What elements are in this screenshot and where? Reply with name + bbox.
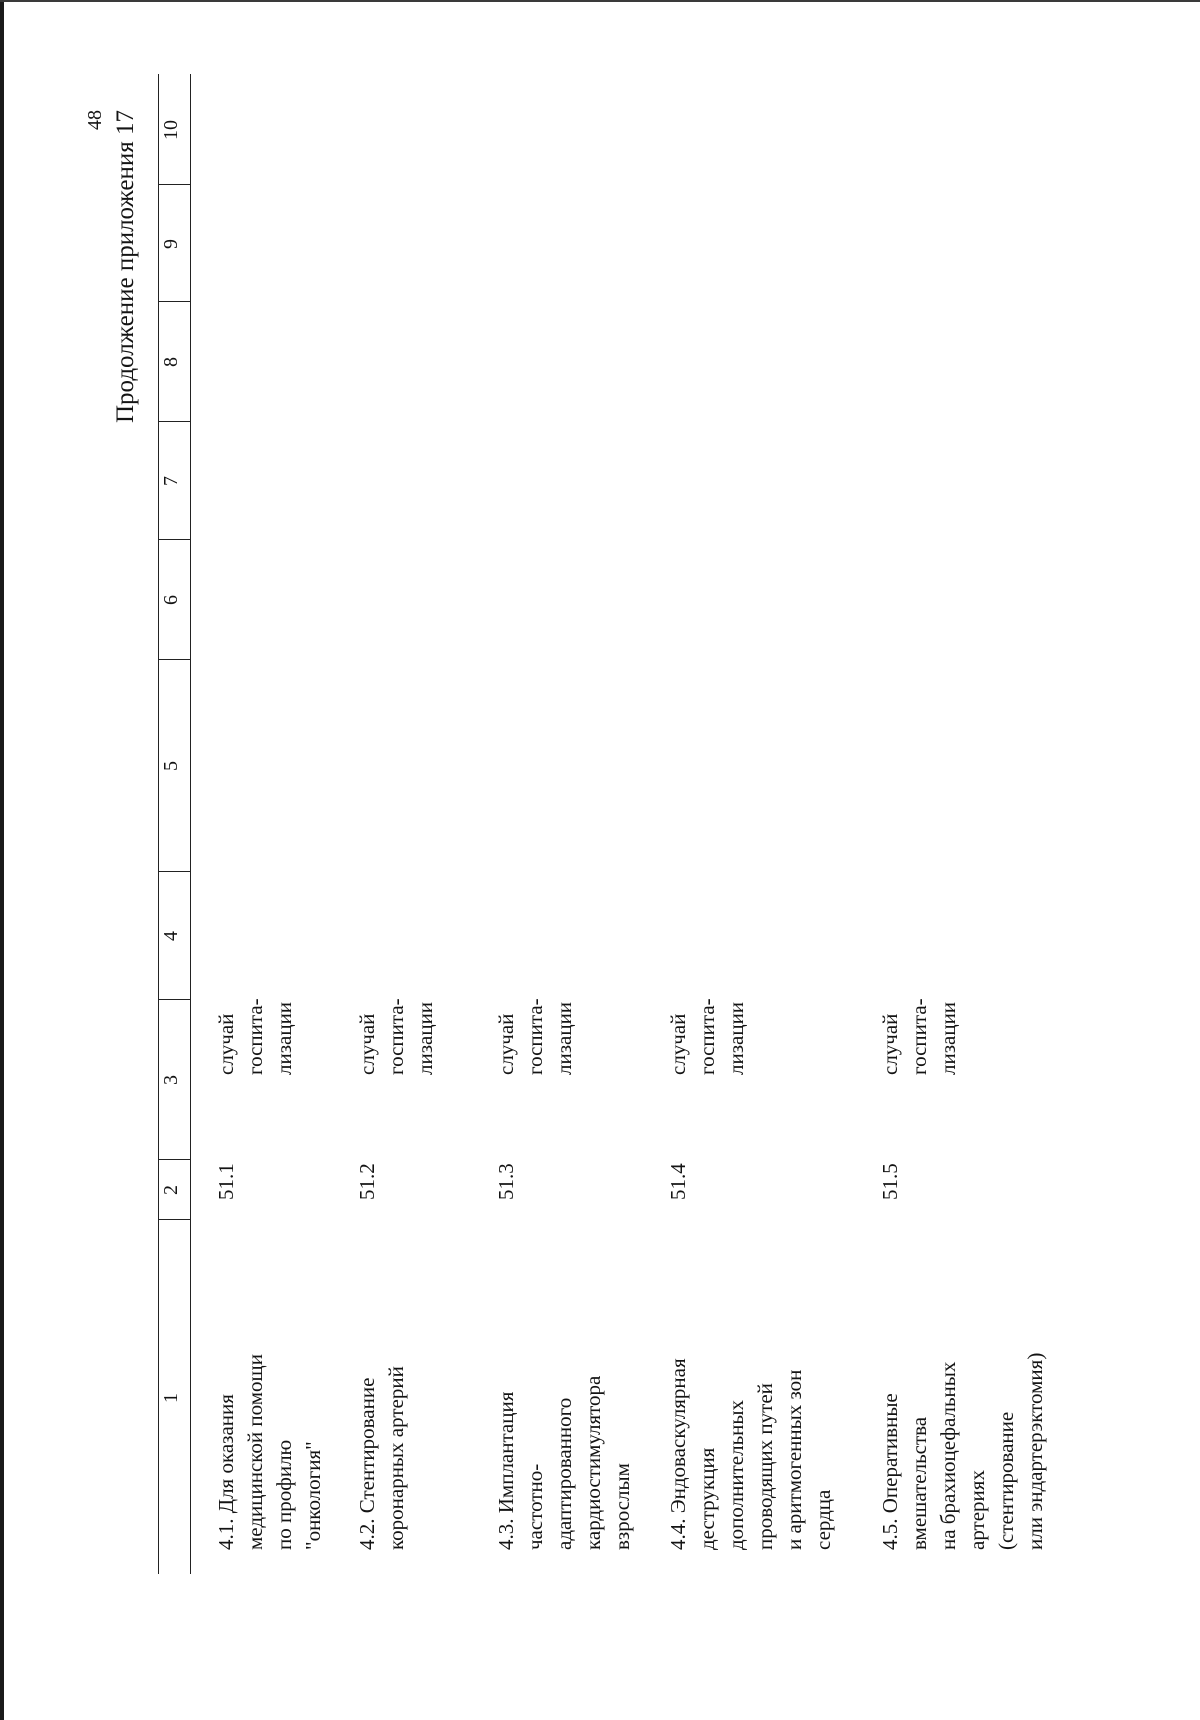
column-separator xyxy=(158,1159,190,1160)
table-row-name: 4.1. Для оказания медицинской помощи по профилю "онкология" xyxy=(214,1354,325,1550)
column-separator xyxy=(158,421,190,422)
column-separator xyxy=(158,539,190,540)
column-separator xyxy=(158,301,190,302)
column-separator xyxy=(158,659,190,660)
table-row-code: 51.3 xyxy=(494,1163,518,1200)
table-row-name: 4.2. Стентирование коронарных артерий xyxy=(355,1366,408,1550)
column-number-1: 1 xyxy=(160,1393,182,1403)
column-number-7: 7 xyxy=(160,476,182,486)
column-number-4: 4 xyxy=(160,931,182,941)
column-number-9: 9 xyxy=(160,239,182,249)
table-header-bottom-rule xyxy=(190,74,191,1574)
table-row-name: 4.3. Имплантация частотно- адаптированного кардиостимулятора взрослым xyxy=(494,1375,634,1550)
table-row-unit: случай госпита- лизации xyxy=(666,998,748,1075)
table-row-unit: случай госпита- лизации xyxy=(214,998,296,1075)
column-number-5: 5 xyxy=(160,761,182,771)
column-number-10: 10 xyxy=(160,120,182,140)
table-row-code: 51.5 xyxy=(878,1163,902,1200)
continuation-title: Продолжение приложения 17 xyxy=(112,110,139,424)
table-row-code: 51.4 xyxy=(666,1163,690,1200)
column-number-8: 8 xyxy=(160,357,182,367)
table-row-code: 51.2 xyxy=(355,1163,379,1200)
table-row-name: 4.4. Эндоваскулярная деструкция дополнительных проводящих путей и аритмогенных зон сердца xyxy=(666,1358,835,1550)
column-separator xyxy=(158,1219,190,1220)
table-row-unit: случай госпита- лизации xyxy=(355,998,437,1075)
column-number-6: 6 xyxy=(160,595,182,605)
column-separator xyxy=(158,999,190,1000)
column-number-2: 2 xyxy=(160,1185,182,1195)
column-number-3: 3 xyxy=(160,1075,182,1085)
column-separator xyxy=(158,871,190,872)
page-number-text: 48 xyxy=(84,110,106,130)
table-row-unit: случай госпита- лизации xyxy=(494,998,576,1075)
table-row-code: 51.1 xyxy=(214,1163,238,1200)
column-separator xyxy=(158,184,190,185)
table-row-unit: случай госпита- лизации xyxy=(878,998,960,1075)
table-top-rule xyxy=(158,74,159,1574)
table-row-name: 4.5. Оперативные вмешательства на брахиоцефальных артериях (стентирование или эндартерэктомия) xyxy=(878,1352,1047,1550)
